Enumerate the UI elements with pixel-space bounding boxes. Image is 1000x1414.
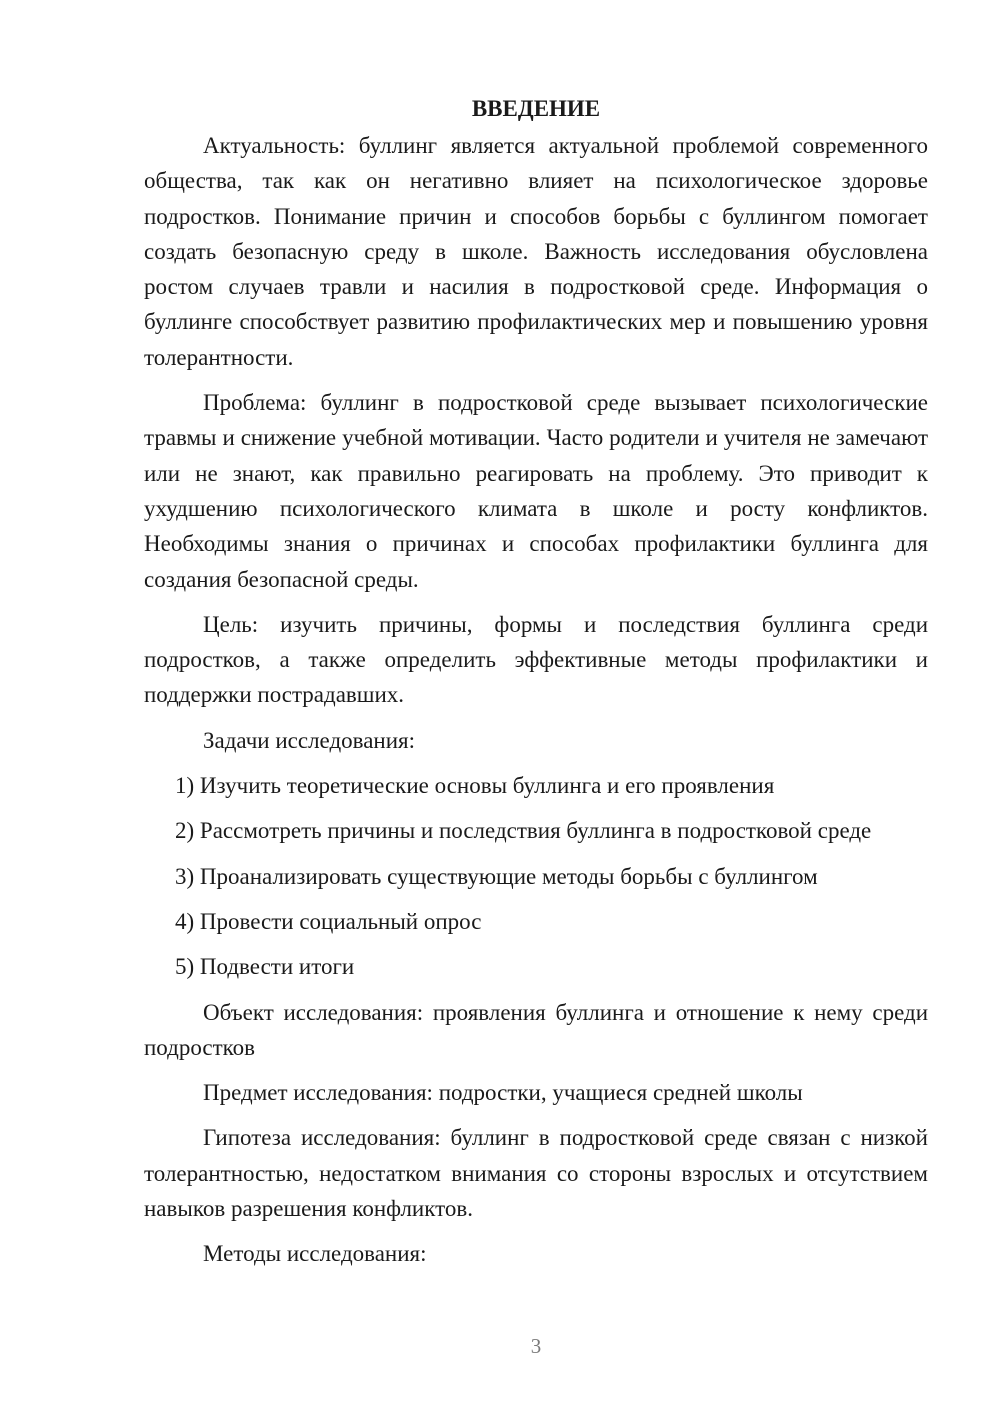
paragraph-goal: Цель: изучить причины, формы и последствия буллинга среди подростков, а также определить эффективные методы профилактики и поддержки пострадавших.: [144, 611, 928, 708]
list-item: 2) Рассмотреть причины и последствия буллинга в подростковой среде: [175, 818, 872, 844]
paragraph-subject: Предмет исследования: подростки, учащиеся средней школы: [203, 1080, 803, 1106]
paragraph-hypothesis: Гипотеза исследования: буллинг в подростковой среде связан с низкой толерантностью, недостатком внимания со стороны взрослых и отсутствием навыков разрешения конфликтов.: [144, 1125, 928, 1222]
page-body: [144, 92, 928, 1272]
tasks-heading: Задачи исследования:: [203, 727, 416, 753]
document-title: ВВЕДЕНИЕ: [471, 96, 601, 121]
list-item: 3) Проанализировать существующие методы борьбы с буллингом: [175, 863, 818, 889]
list-item: 4) Провести социальный опрос: [175, 908, 482, 934]
paragraph-object: Объект исследования: проявления буллинга и отношение к нему среди подростков: [144, 999, 928, 1060]
list-item: 1) Изучить теоретические основы буллинга и его проявления: [175, 773, 775, 799]
paragraph-problem: Проблема: буллинг в подростковой среде вызывает психологические травмы и снижение учебной мотивации. Часто родители и учителя не замечают или не знают, как правильно реагировать на проблему. Это приводит к ухудшению психологического климата в школе и росту конфликтов. Необходимы знания о причинах и способах профилактики буллинга для создания безопасной среды.: [144, 390, 928, 592]
tasks-list: [144, 768, 928, 984]
list-item: 5) Подвести итоги: [175, 954, 355, 980]
methods-heading: Методы исследования:: [203, 1241, 427, 1267]
page-number: 3: [530, 1334, 542, 1358]
paragraph-relevance: Актуальность: буллинг является актуальной проблемой современного общества, так как он негативно влияет на психологическое здоровье подростков. Понимание причин и способов борьбы с буллингом помогает создать безопасную среду в школе. Важность исследования обусловлена ростом случаев травли и насилия в подростковой среде. Информация о буллинге способствует развитию профилактических мер и повышению уровня толерантности.: [144, 133, 928, 370]
